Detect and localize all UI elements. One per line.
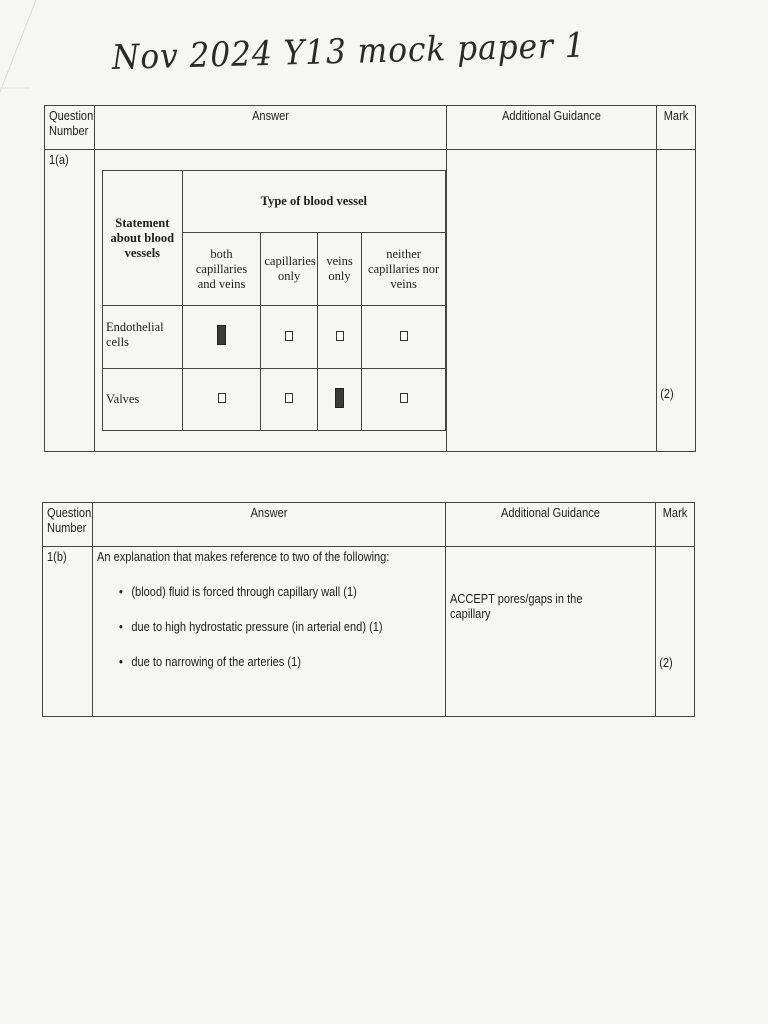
checkbox[interactable] [218,393,226,403]
column-header: veins only [317,233,361,306]
question-number-header: Question Number [49,108,94,138]
answer-row [43,547,695,717]
statement-header: Statement about blood vessels [103,171,183,306]
statement-label: Valves [103,369,183,431]
statement-label: Endothelial cells [103,306,183,369]
statement-row [103,306,446,369]
checkbox[interactable] [285,331,293,341]
list-item: • due to high hydrostatic pressure (in arterial end) (1) [119,619,383,634]
list-item: • (blood) fluid is forced through capillary wall (1) [119,584,357,599]
checkbox[interactable] [285,393,293,403]
guidance-text: ACCEPT pores/gaps in the capillary [450,591,583,621]
question-number-header: Question Number [47,505,92,535]
answer-points [97,584,441,669]
header-row [45,106,696,150]
checkbox[interactable] [400,331,408,341]
column-header: neither capillaries nor veins [362,233,446,306]
mark-value: (2) [659,655,673,670]
mark-value: (2) [660,386,674,401]
additional-guidance-header: Additional Guidance [501,505,600,520]
question-number: 1(b) [47,549,67,564]
answer-header: Answer [252,108,289,123]
column-header: both capillaries and veins [182,233,261,306]
checkbox-checked[interactable] [217,325,226,345]
mark-header: Mark [662,505,688,520]
checkbox[interactable] [336,331,344,341]
mark-header: Mark [663,108,689,123]
mark-scheme-table-1b [42,502,695,717]
guidance-cell [447,150,657,452]
additional-guidance-header: Additional Guidance [502,108,601,123]
checkbox[interactable] [400,393,408,403]
type-header: Type of blood vessel [182,171,445,233]
mark-scheme-table-1a [44,105,696,452]
question-number: 1(a) [49,152,69,167]
checkbox-checked[interactable] [335,388,344,408]
blood-vessel-table [102,170,446,431]
statement-row [103,369,446,431]
answer-header: Answer [250,505,288,520]
column-header: capillaries only [261,233,317,306]
list-item: • due to narrowing of the arteries (1) [119,654,301,669]
answer-row [45,150,696,452]
handwritten-title: Nov 2024 Y13 mock paper 1 [111,25,587,78]
header-row [43,503,695,547]
answer-intro: An explanation that makes reference to two of the following: [97,549,390,564]
